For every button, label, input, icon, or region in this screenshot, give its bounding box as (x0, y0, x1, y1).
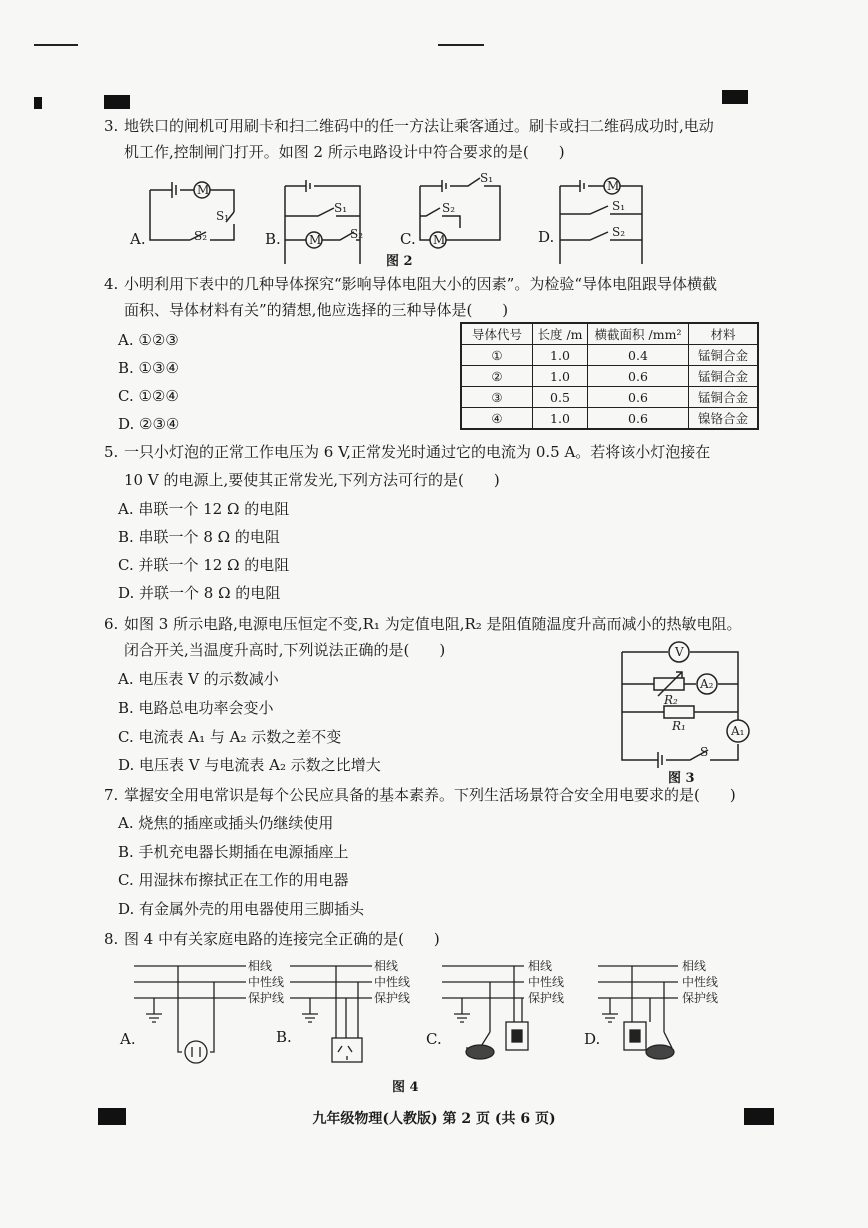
table-header: 横截面积 /mm² (588, 323, 689, 345)
switch-label: S₁ (612, 199, 626, 213)
question-text: 地铁口的闸机可用刷卡和扫二维码中的任一方法让乘客通过。刷卡或扫二维码成功时,电动 (124, 117, 714, 135)
question-text: 机工作,控制闸门打开。如图 2 所示电路设计中符合要求的是( ) (124, 143, 565, 161)
figure-3-circuit (610, 640, 760, 780)
motor-label: M (309, 233, 322, 247)
question-text: 如图 3 所示电路,电源电压恒定不变,R₁ 为定值电阻,R₂ 是阻值随温度升高而减小的热敏电阻。 (124, 615, 742, 633)
wire-label: 中性线 (374, 975, 411, 989)
switch-label: S₁ (480, 171, 494, 185)
question-8 (104, 925, 440, 953)
ammeter-label: A₁ (731, 724, 745, 738)
top-rule-left (34, 44, 78, 46)
option-d[interactable]: D. ②③④ (118, 415, 180, 433)
option-c[interactable]: C. 用湿抹布擦拭正在工作的用电器 (118, 871, 349, 889)
resistor-label: R₁ (672, 719, 686, 733)
option-a[interactable]: A. 串联一个 12 Ω 的电阻 (118, 500, 290, 518)
wire-label: 相线 (374, 959, 399, 973)
question-4-line2 (124, 296, 508, 324)
question-6-line2 (124, 636, 445, 664)
option-c[interactable]: C. 电流表 A₁ 与 A₂ 示数之差不变 (118, 728, 342, 746)
question-number: 5. (104, 443, 119, 461)
table-header: 长度 /m (533, 323, 588, 345)
option-b[interactable]: B. 手机充电器长期插在电源插座上 (118, 843, 349, 861)
table-header-row (461, 323, 758, 345)
registration-mark (34, 97, 42, 109)
table-header: 导体代号 (461, 323, 533, 345)
question-text: 10 V 的电源上,要使其正常发光,下列方法可行的是( ) (124, 471, 500, 489)
option-c[interactable]: C. ①②④ (118, 387, 179, 405)
table-row (461, 408, 758, 430)
table-cell: 锰铜合金 (689, 345, 759, 366)
option-c[interactable]: C. (400, 230, 416, 248)
question-text: 小明利用下表中的几种导体探究“影响导体电阻大小的因素”。为检验“导体电阻跟导体横截 (124, 275, 718, 293)
table-cell: 锰铜合金 (689, 387, 759, 408)
option-c[interactable]: C. 并联一个 12 Ω 的电阻 (118, 556, 290, 574)
table-cell: 1.0 (533, 345, 588, 366)
table-cell: ① (461, 345, 533, 366)
table-cell: 镍铬合金 (689, 408, 759, 430)
voltmeter-label: V (675, 645, 684, 659)
wire-label: 保护线 (248, 991, 285, 1005)
option-b[interactable]: B. (265, 230, 281, 248)
switch-label: S (700, 745, 709, 759)
question-text: 图 4 中有关家庭电路的连接完全正确的是( ) (124, 930, 440, 948)
question-number: 4. (104, 275, 119, 293)
table-cell: 锰铜合金 (689, 366, 759, 387)
page-footer: 九年级物理(人教版) 第 2 页 (共 6 页) (312, 1111, 556, 1127)
question-text: 一只小灯泡的正常工作电压为 6 V,正常发光时通过它的电流为 0.5 A。若将该小灯泡接在 (124, 443, 711, 461)
question-5 (104, 438, 710, 466)
option-b[interactable]: B. ①③④ (118, 359, 179, 377)
question-number: 8. (104, 930, 119, 948)
table-row (461, 345, 758, 366)
option-d[interactable]: D. (584, 1030, 601, 1048)
conductor-table (460, 322, 759, 430)
table-cell: 1.0 (533, 366, 588, 387)
wire-label: 相线 (682, 959, 707, 973)
table-cell: 0.4 (588, 345, 689, 366)
wire-label: 保护线 (374, 991, 411, 1005)
option-a[interactable]: A. (120, 1030, 136, 1048)
switch-label: S₁ (334, 201, 348, 215)
question-text: 闭合开关,当温度升高时,下列说法正确的是( ) (124, 641, 446, 659)
option-b[interactable]: B. (276, 1028, 292, 1046)
registration-mark (104, 95, 130, 109)
wire-label: 中性线 (682, 975, 719, 989)
option-b[interactable]: B. 串联一个 8 Ω 的电阻 (118, 528, 280, 546)
switch-label: S₂ (194, 229, 208, 243)
option-d[interactable]: D. (538, 228, 555, 246)
table-header: 材料 (689, 323, 759, 345)
figure-caption: 图 2 (386, 254, 413, 269)
table-row (461, 387, 758, 408)
ammeter-label: A₂ (700, 677, 714, 691)
question-text: 面积、导体材料有关”的猜想,他应选择的三种导体是( ) (124, 301, 509, 319)
option-b[interactable]: B. 电路总电功率会变小 (118, 699, 274, 717)
table-cell: ④ (461, 408, 533, 430)
switch-label: S₂ (442, 201, 456, 215)
motor-label: M (433, 233, 446, 247)
option-c[interactable]: C. (426, 1030, 442, 1048)
wire-label: 中性线 (528, 975, 565, 989)
switch-label: S₂ (612, 225, 626, 239)
question-number: 6. (104, 615, 119, 633)
wire-label: 相线 (528, 959, 553, 973)
motor-label: M (197, 183, 210, 197)
table-cell: ② (461, 366, 533, 387)
option-a[interactable]: A. 电压表 V 的示数减小 (118, 670, 279, 688)
table-cell: 0.6 (588, 387, 689, 408)
option-d[interactable]: D. 电压表 V 与电流表 A₂ 示数之比增大 (118, 756, 381, 774)
switch-label: S₂ (350, 227, 364, 241)
registration-mark (722, 90, 748, 104)
figure-caption: 图 3 (668, 771, 695, 786)
question-number: 7. (104, 786, 119, 804)
question-number: 3. (104, 117, 119, 135)
table-row (461, 366, 758, 387)
question-3-line2 (124, 138, 565, 166)
motor-label: M (607, 179, 620, 193)
question-3 (104, 112, 714, 140)
switch-label: S₁ (216, 209, 230, 223)
figure-caption: 图 4 (392, 1080, 419, 1095)
question-text: 掌握安全用电常识是每个公民应具备的基本素养。下列生活场景符合安全用电要求的是( ) (124, 786, 736, 804)
option-a[interactable]: A. 烧焦的插座或插头仍继续使用 (118, 814, 334, 832)
option-d[interactable]: D. 有金属外壳的用电器使用三脚插头 (118, 900, 365, 918)
wire-label: 保护线 (528, 991, 565, 1005)
table-cell: 1.0 (533, 408, 588, 430)
top-rule-center (438, 44, 484, 46)
option-a[interactable]: A. ①②③ (118, 331, 179, 349)
table-cell: ③ (461, 387, 533, 408)
question-5-line2 (124, 466, 500, 494)
resistor-label: R₂ (664, 693, 678, 707)
option-d[interactable]: D. 并联一个 8 Ω 的电阻 (118, 584, 281, 602)
figure-4-home-circuits (120, 952, 740, 1072)
table-cell: 0.5 (533, 387, 588, 408)
option-a[interactable]: A. (130, 230, 146, 248)
question-4 (104, 270, 717, 298)
wire-label: 保护线 (682, 991, 719, 1005)
wire-label: 相线 (248, 959, 273, 973)
question-6 (104, 610, 742, 638)
question-7 (104, 781, 736, 809)
table-cell: 0.6 (588, 366, 689, 387)
wire-label: 中性线 (248, 975, 285, 989)
table-cell: 0.6 (588, 408, 689, 430)
